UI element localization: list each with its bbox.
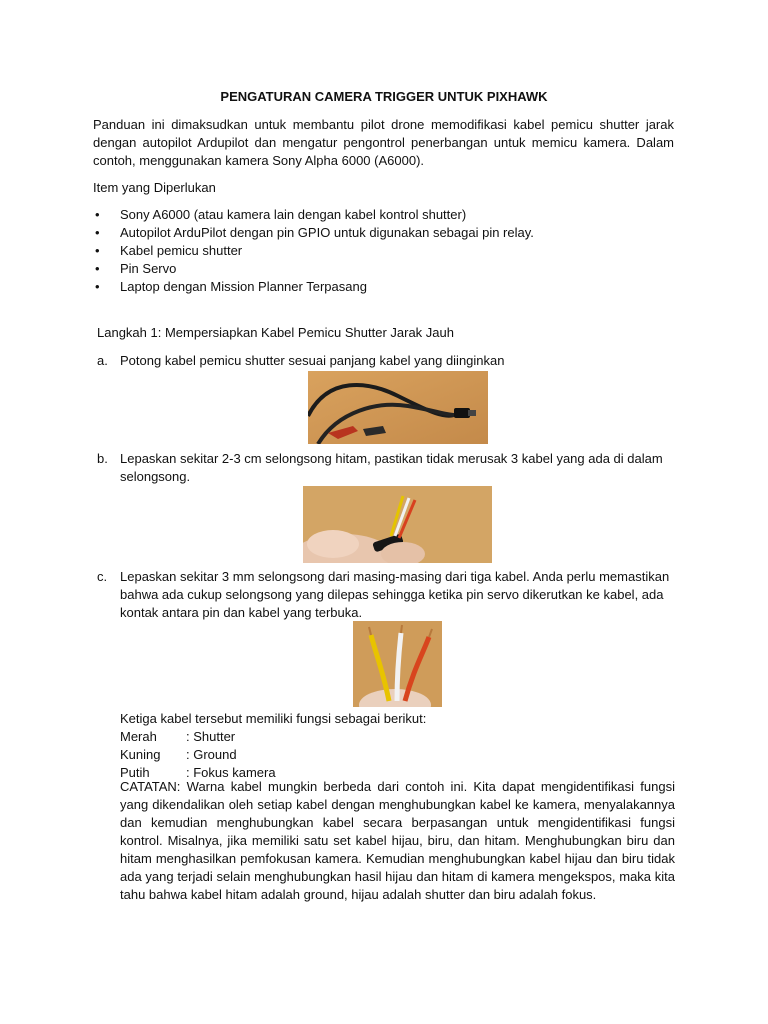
step-text: Potong kabel pemicu shutter sesuai panjang kabel yang diinginkan: [120, 353, 505, 368]
step-item-b: [97, 450, 674, 486]
bullet-icon: •: [95, 225, 100, 240]
list-item: [93, 224, 534, 242]
bullet-icon: •: [95, 279, 100, 294]
wire-color: Merah: [120, 729, 157, 744]
step-item-c: [97, 568, 674, 622]
wire-functions: [120, 710, 675, 782]
bullet-icon: •: [95, 243, 100, 258]
photo-stripped-sleeve: [303, 486, 492, 563]
step-letter: b.: [97, 451, 108, 466]
bullet-icon: •: [95, 207, 100, 222]
list-item-text: Laptop dengan Mission Planner Terpasang: [120, 279, 367, 294]
wire-function: : Ground: [186, 747, 237, 762]
functions-intro: Ketiga kabel tersebut memiliki fungsi sebagai berikut:: [120, 711, 427, 726]
required-items-list: [93, 206, 534, 296]
list-item: [93, 242, 534, 260]
list-item: [93, 278, 534, 296]
note-paragraph: CATATAN: Warna kabel mungkin berbeda dari contoh ini. Kita dapat mengidentifikasi fungsi yang dikendalikan oleh setiap kabel dengan menghubungkan kabel ke kamera, menyalakannya dan kemudian menghubungkan kabel secara berpasangan untuk mengidentifikasi fungsi kontrol. Misalnya, jika memiliki satu set kabel hijau, biru, dan hitam. Menghubungkan biru dan hitam menghasilkan pemfokusan kamera. Kemudian menghubungkan kabel hijau dan biru tidak ada yang terjadi selain menghubungkan hasil hijau dan hitam di kamera mengekspos, maka kita tahu bahwa kabel hitam adalah ground, hijau adalah shutter dan biru adalah fokus.: [120, 779, 675, 902]
wire-color: Kuning: [120, 747, 161, 762]
step-letter: c.: [97, 569, 108, 584]
intro-paragraph: Panduan ini dimaksudkan untuk membantu pilot drone memodifikasi kabel pemicu shutter jarak dengan autopilot Ardupilot dan mengatur pengontrol penerbangan untuk memicu kamera. Dalam contoh, menggunakan kamera Sony Alpha 6000 (A6000).: [93, 117, 674, 168]
photo-stripped-wires: [353, 621, 442, 707]
list-item: [93, 260, 534, 278]
step-item-a: [97, 352, 674, 370]
list-item-text: Autopilot ArduPilot dengan pin GPIO untuk digunakan sebagai pin relay.: [120, 225, 534, 240]
list-item-text: Kabel pemicu shutter: [120, 243, 243, 258]
wire-color: Putih: [120, 765, 150, 780]
list-item-text: Pin Servo: [120, 261, 177, 276]
function-row: [120, 746, 675, 764]
list-item: [93, 206, 534, 224]
list-item-text: Sony A6000 (atau kamera lain dengan kabel kontrol shutter): [120, 207, 467, 222]
step-letter: a.: [97, 353, 108, 368]
step-text: Lepaskan sekitar 2-3 cm selongsong hitam, pastikan tidak merusak 3 kabel yang ada di dalam selongsong.: [120, 451, 663, 484]
document-title: PENGATURAN CAMERA TRIGGER UNTUK PIXHAWK: [220, 89, 548, 104]
photo-cut-cable: [308, 371, 488, 444]
wire-function: : Fokus kamera: [186, 765, 276, 780]
wire-function: : Shutter: [186, 729, 236, 744]
function-row: [120, 728, 675, 746]
items-heading: Item yang Diperlukan: [93, 180, 216, 195]
bullet-icon: •: [95, 261, 100, 276]
step-text: Lepaskan sekitar 3 mm selongsong dari masing-masing dari tiga kabel. Anda perlu memastikan bahwa ada cukup selongsong yang dilepas sehingga ketika pin servo dikerutkan ke kabel, ada kontak antara pin dan kabel yang terbuka.: [120, 569, 670, 620]
step-heading: Langkah 1: Mempersiapkan Kabel Pemicu Shutter Jarak Jauh: [97, 325, 454, 340]
